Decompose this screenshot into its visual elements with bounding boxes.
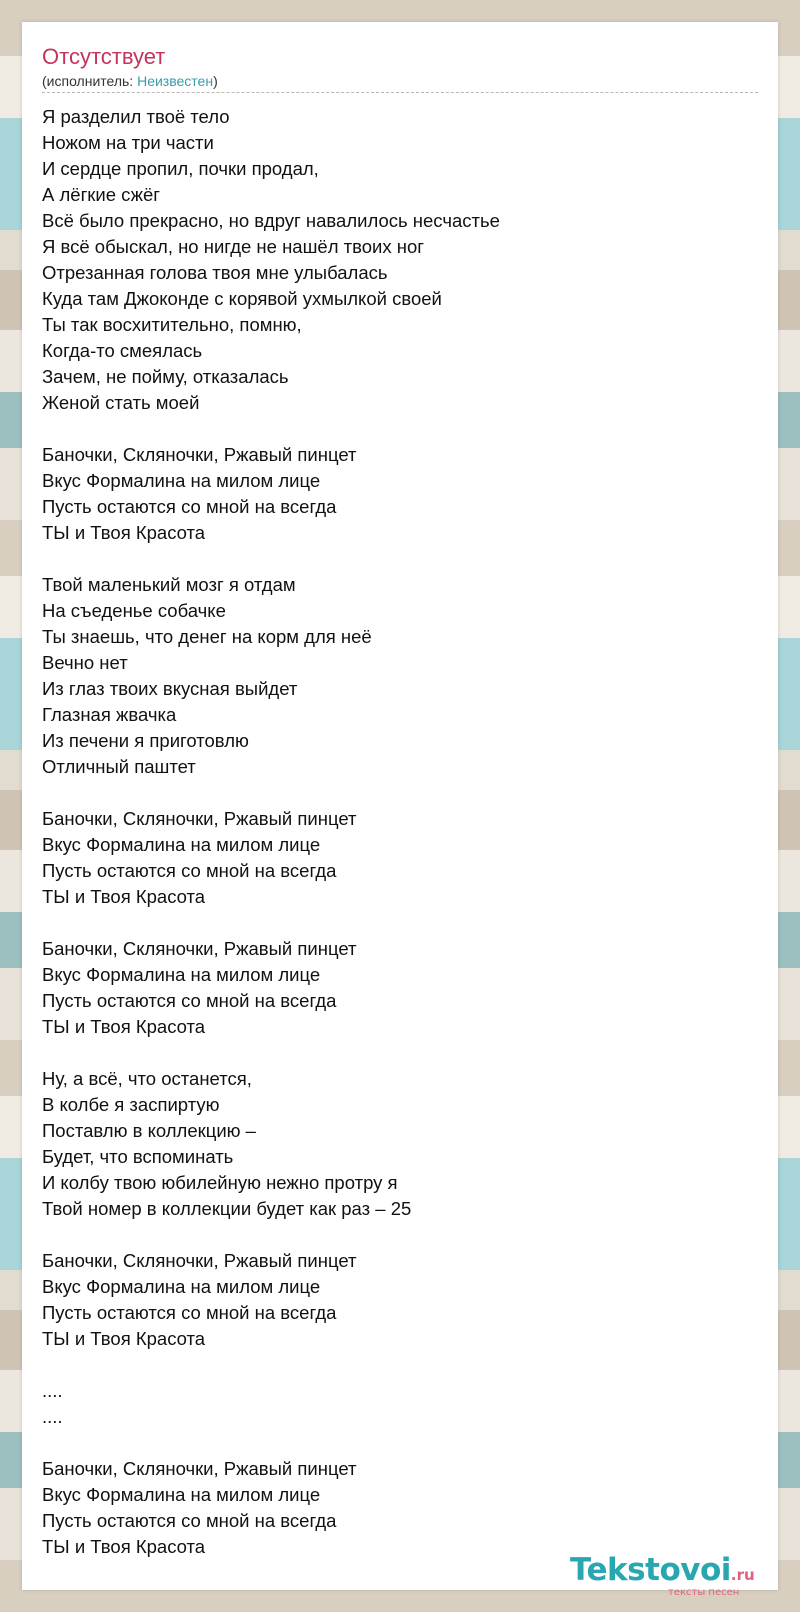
lyric-line: Твой номер в коллекции будет как раз – 25: [42, 1198, 412, 1219]
lyric-line: На съеденье собачке: [42, 600, 226, 621]
dashed-divider: [42, 92, 758, 93]
lyric-line: Глазная жвачка: [42, 704, 177, 725]
lyric-line: Женой стать моей: [42, 392, 200, 413]
lyric-line: Ты так восхитительно, помню,: [42, 314, 302, 335]
lyric-line: Вечно нет: [42, 652, 128, 673]
lyric-line: ....: [42, 1406, 63, 1427]
lyric-line: Пусть остаются со мной на всегда: [42, 1510, 337, 1531]
lyric-line: Отличный паштет: [42, 756, 196, 777]
artist-prefix: (исполнитель:: [42, 73, 138, 89]
site-logo[interactable]: [570, 1552, 790, 1600]
logo-main-text: Tekstovoi: [570, 1552, 731, 1588]
lyric-line: Вкус Формалина на милом лице: [42, 834, 321, 855]
lyric-line: Баночки, Скляночки, Ржавый пинцет: [42, 444, 357, 465]
lyric-line: [42, 1222, 758, 1248]
lyric-line: В колбе я заспиртую: [42, 1094, 220, 1115]
artist-line: [42, 72, 218, 90]
lyric-line: Поставлю в коллекцию –: [42, 1120, 256, 1141]
lyric-line: Пусть остаются со мной на всегда: [42, 990, 337, 1011]
lyric-line: Когда-то смеялась: [42, 340, 203, 361]
lyric-line: Пусть остаются со мной на всегда: [42, 860, 337, 881]
artist-link[interactable]: Неизвестен: [137, 73, 214, 89]
lyric-line: [42, 1430, 758, 1456]
lyric-line: Вкус Формалина на милом лице: [42, 470, 321, 491]
lyric-line: Баночки, Скляночки, Ржавый пинцет: [42, 938, 357, 959]
lyric-line: Баночки, Скляночки, Ржавый пинцет: [42, 1250, 357, 1271]
song-title: Отсутствует: [42, 44, 166, 69]
lyric-line: [42, 780, 758, 806]
lyric-line: Всё было прекрасно, но вдруг навалилось несчастье: [42, 210, 500, 231]
lyric-line: ТЫ и Твоя Красота: [42, 886, 206, 907]
lyric-line: Зачем, не пойму, отказалась: [42, 366, 289, 387]
lyric-line: Куда там Джоконде с корявой ухмылкой своей: [42, 288, 442, 309]
lyric-line: Пусть остаются со мной на всегда: [42, 1302, 337, 1323]
logo-tagline: тексты песен: [668, 1587, 740, 1598]
lyric-line: [42, 1352, 758, 1378]
artist-suffix: ): [213, 73, 218, 89]
lyric-line: ТЫ и Твоя Красота: [42, 1328, 206, 1349]
lyrics-text: [42, 104, 758, 1560]
lyric-line: Баночки, Скляночки, Ржавый пинцет: [42, 1458, 357, 1479]
lyric-line: Ножом на три части: [42, 132, 214, 153]
lyric-line: И сердце пропил, почки продал,: [42, 158, 319, 179]
lyric-line: ТЫ и Твоя Красота: [42, 1536, 206, 1557]
lyric-line: Вкус Формалина на милом лице: [42, 1276, 321, 1297]
lyric-line: ТЫ и Твоя Красота: [42, 522, 206, 543]
lyric-line: [42, 416, 758, 442]
lyric-line: Твой маленький мозг я отдам: [42, 574, 296, 595]
lyrics-card: [22, 22, 778, 1598]
lyric-line: Вкус Формалина на милом лице: [42, 1484, 321, 1505]
lyric-line: [42, 910, 758, 936]
lyric-line: А лёгкие сжёг: [42, 184, 161, 205]
lyric-line: Вкус Формалина на милом лице: [42, 964, 321, 985]
lyric-line: Я всё обыскал, но нигде не нашёл твоих ног: [42, 236, 425, 257]
lyric-line: Ты знаешь, что денег на корм для неё: [42, 626, 372, 647]
lyric-line: [42, 546, 758, 572]
lyric-line: Из печени я приготовлю: [42, 730, 249, 751]
lyric-line: Будет, что вспоминать: [42, 1146, 234, 1167]
lyric-line: Из глаз твоих вкусная выйдет: [42, 678, 298, 699]
lyric-line: Баночки, Скляночки, Ржавый пинцет: [42, 808, 357, 829]
lyric-line: И колбу твою юбилейную нежно протру я: [42, 1172, 398, 1193]
lyric-line: Отрезанная голова твоя мне улыбалась: [42, 262, 388, 283]
lyric-line: Ну, а всё, что останется,: [42, 1068, 252, 1089]
logo-tld: .ru: [730, 1566, 755, 1584]
lyric-line: [42, 1040, 758, 1066]
lyric-line: Я разделил твоё тело: [42, 106, 230, 127]
lyric-line: ....: [42, 1380, 63, 1401]
lyric-line: ТЫ и Твоя Красота: [42, 1016, 206, 1037]
lyric-line: Пусть остаются со мной на всегда: [42, 496, 337, 517]
